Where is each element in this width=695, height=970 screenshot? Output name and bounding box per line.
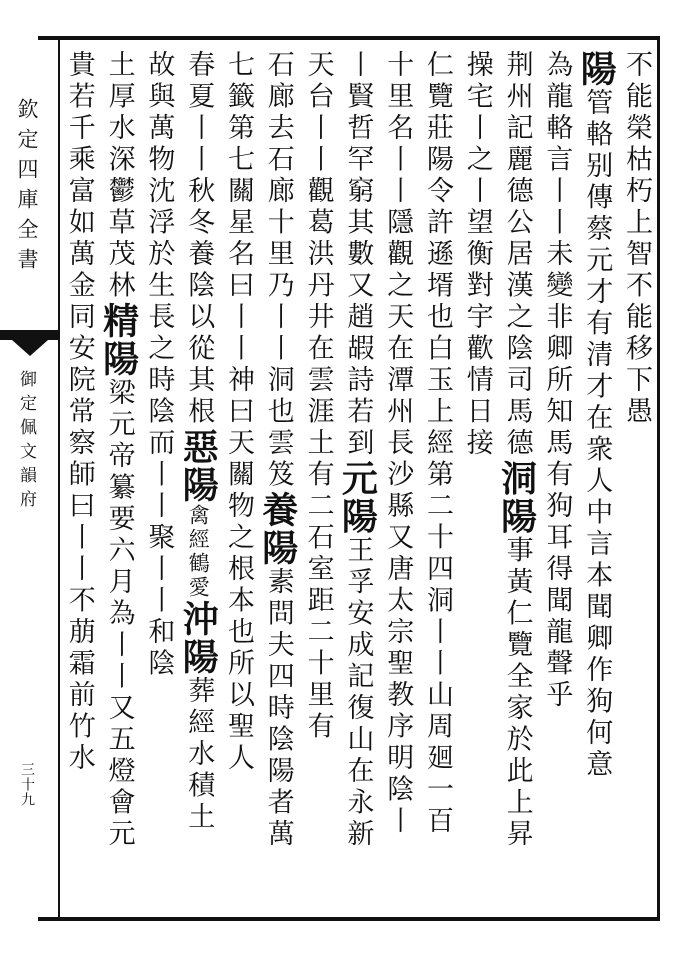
text-segment: 葬經水積土 <box>183 676 215 834</box>
text-segment: 又五燈會元 <box>103 693 135 851</box>
text-segment: 土有二石室距二十里有 <box>302 428 334 743</box>
text-segment: 同安院常察師曰 <box>63 302 95 523</box>
text-segment: 山周廻一百 <box>422 680 453 838</box>
text-segment: 智不能移下愚 <box>621 239 652 428</box>
text-segment: 天台 <box>302 50 334 113</box>
fishtail-mark <box>0 330 58 340</box>
text-segment: 梁元帝纂要六月為 <box>103 378 135 630</box>
text-segment: 荆州記麗德公居漢之陰司馬德 <box>501 50 533 460</box>
text-segment: 丨丨 <box>143 554 175 617</box>
text-segment: 和陰 <box>143 617 175 680</box>
text-column <box>459 50 495 910</box>
text-column <box>220 50 256 910</box>
text-column <box>419 50 455 910</box>
text-column <box>61 50 97 910</box>
frame-top-line <box>38 36 660 40</box>
text-column <box>575 50 618 910</box>
headword: 沖陽 <box>177 600 220 676</box>
frame-bottom-line <box>38 917 660 921</box>
headword: 陽 <box>575 50 618 88</box>
text-column <box>140 50 176 910</box>
headword: 養陽 <box>256 491 299 567</box>
text-segment: 為龍輅言 <box>541 50 573 176</box>
text-column <box>495 50 538 910</box>
text-segment: 望衡對宇歡情日接 <box>461 207 493 460</box>
text-segment: 丨丨 <box>262 302 294 365</box>
section-title: 御定佩文韻府 <box>16 370 36 514</box>
text-segment: 隱觀之天在潭州長沙縣又唐太宗聖教序明陰 <box>382 207 414 806</box>
frame-right-line <box>657 36 660 921</box>
text-segment: 管輅别傳蔡元才有清才在衆人中言本聞卿作狗何意 <box>581 88 613 781</box>
text-segment: 石廊去石廊十里乃 <box>262 50 294 302</box>
text-column <box>336 50 379 910</box>
text-segment: 丨丨 <box>183 113 215 176</box>
text-segment: 不萠霜前竹水 <box>63 585 95 775</box>
headword: 洞陽 <box>495 459 538 536</box>
page-number: 三十九 <box>19 762 35 807</box>
text-segment: 十里名 <box>382 50 414 145</box>
text-segment: 丨丨 <box>143 459 175 523</box>
text-segment: 丨 <box>342 50 374 82</box>
text-segment: 物之根本也所以聖人 <box>223 491 254 775</box>
text-segment: 貴若千乘富如萬金 <box>63 50 95 302</box>
text-segment: 丨丨 <box>302 113 334 176</box>
text-segment: 丨丨 <box>103 630 135 693</box>
text-segment: 丨丨 <box>382 144 414 208</box>
text-segment: 觀葛洪丹井在雲涯 <box>302 176 334 428</box>
text-segment: 之 <box>461 144 493 176</box>
text-segment: 操宅 <box>461 50 493 113</box>
text-column <box>300 50 336 910</box>
text-column <box>618 50 654 910</box>
text-segment: 事黃仁覽全家於此上昇 <box>501 535 533 851</box>
text-column <box>379 50 415 910</box>
text-column <box>538 50 574 910</box>
text-segment: 神曰天關 <box>223 365 254 491</box>
text-segment: 秋冬養陰以從其根 <box>183 176 215 428</box>
margin-divider-line <box>58 40 60 917</box>
headword: 元陽 <box>336 459 379 536</box>
text-column <box>97 50 140 910</box>
headword: 精陽 <box>97 302 140 378</box>
text-segment: 陰而 <box>143 396 175 460</box>
text-segment: 洞也雲笈 <box>262 365 294 491</box>
text-segment: 不能榮枯朽上 <box>621 50 652 239</box>
text-segment: 故與萬物沈浮於生長之時 <box>143 50 175 397</box>
text-segment: 仁覽莊陽令許遜壻也白玉上經第二十四洞 <box>422 50 453 617</box>
text-segment: 丨丨 <box>541 176 573 239</box>
fishtail-notch <box>12 340 48 356</box>
text-segment: 素問夫四時陰陽者萬 <box>262 567 294 851</box>
text-segment: 王孚安成記復山在永新 <box>342 535 374 851</box>
book-title: 欽定四庫全書 <box>15 98 39 278</box>
text-segment: 土厚水深鬱草茂林 <box>103 50 135 302</box>
text-column <box>256 50 299 910</box>
text-segment: 禽經鶴愛 <box>186 504 211 600</box>
text-segment: 丨丨 <box>223 302 254 365</box>
text-segment: 七籤第七關星名曰 <box>223 50 254 302</box>
text-segment: 聚 <box>143 522 175 554</box>
text-column <box>177 50 220 910</box>
text-segment: 丨 <box>461 113 493 145</box>
text-segment: 賢哲罕窮其數又趙嘏詩若到 <box>342 81 374 460</box>
text-segment: 丨丨 <box>63 522 95 586</box>
text-segment: 丨 <box>461 176 493 208</box>
text-segment: 丨 <box>382 806 414 838</box>
text-segment: 未變非卿所知馬有狗耳得聞龍聲乎 <box>541 239 573 712</box>
headword: 惡陽 <box>177 428 220 504</box>
text-segment: 丨丨 <box>422 617 453 680</box>
page-margin <box>0 40 58 917</box>
text-segment: 春夏 <box>183 50 215 113</box>
